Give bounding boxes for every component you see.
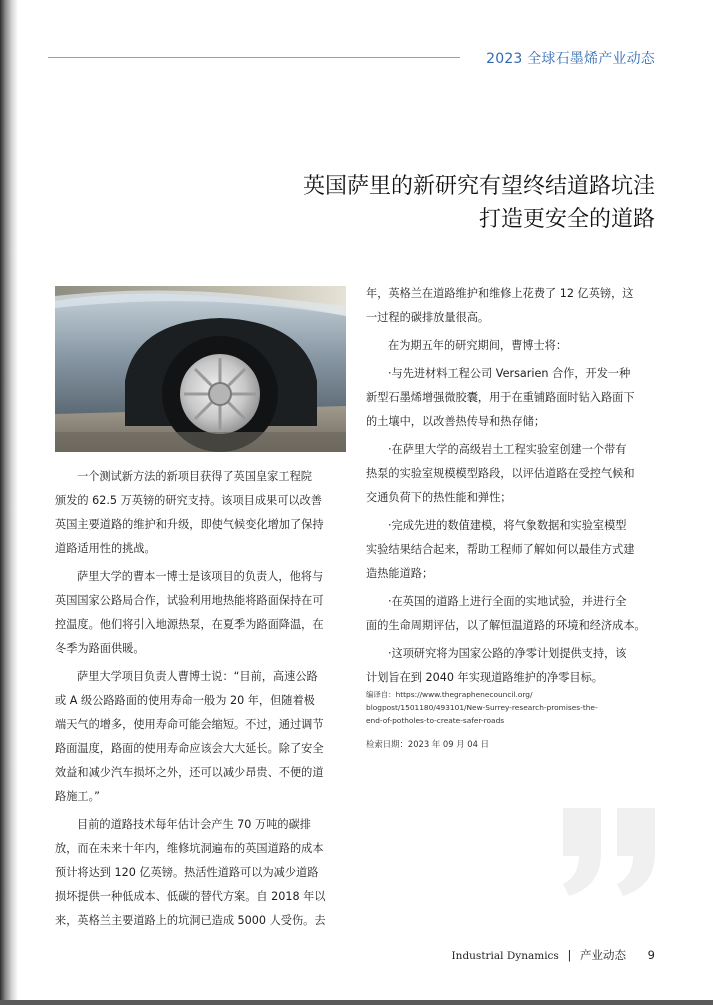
text-line: 一个测试新方法的新项目获得了英国皇家工程院 [77, 470, 312, 483]
header-rule [48, 57, 460, 58]
text-line: ·在萨里大学的高级岩土工程实验室创建一个带有 [388, 443, 627, 456]
body-paragraph [55, 665, 346, 809]
text-line: 实验结果结合起来，帮助工程师了解如何以最佳方式建 [366, 543, 635, 556]
text-line: 放，而在未来十年内，维修坑洞遍布的英国道路的成本 [55, 842, 324, 855]
body-paragraph [55, 565, 346, 661]
text-line: ·在英国的道路上进行全面的实地试验，并进行全 [388, 595, 627, 608]
text-line: 新型石墨烯增强微胶囊，用于在重铺路面时钻入路面下 [366, 391, 635, 404]
article-column-right [366, 282, 656, 694]
article-title-line-1: 英国萨里的新研究有望终结道路坑洼 [302, 174, 655, 199]
text-line: 年，英格兰在道路维护和维修上花费了 12 亿英镑，这 [366, 287, 634, 300]
bullet-item [366, 438, 656, 510]
bullet-item [366, 642, 656, 690]
article-column-left [55, 465, 346, 937]
car-wheel-photo [55, 286, 346, 452]
text-line: 效益和减少汽车损坏之外，还可以减少昂贵、不便的道 [55, 766, 324, 779]
text-line: 萨里大学的曹本一博士是该项目的负责人，他将与 [77, 570, 324, 583]
text-line: 道路适用性的挑战。 [55, 542, 156, 555]
text-line: 面的生命周期评估，以了解恒温道路的环境和经济成本。 [366, 619, 646, 632]
text-line: 热泵的实验室规模模型路段，以评估道路在受控气候和 [366, 467, 635, 480]
text-line: 颁发的 62.5 万英镑的研究支持。该项目成果可以改善 [55, 494, 322, 507]
text-line: 交通负荷下的热性能和弹性； [366, 491, 512, 504]
page-number: 9 [647, 948, 655, 962]
running-header-title: 2023 全球石墨烯产业动态 [486, 51, 655, 67]
bullet-item [366, 362, 656, 434]
text-line: 的土壤中，以改善热传导和热存储； [366, 415, 546, 428]
footer-divider: | [567, 948, 572, 962]
text-line: 损坏提供一种低成本、低碳的替代方案。自 2018 年以 [55, 890, 326, 903]
source-citation [366, 688, 656, 727]
text-line: 冬季为路面供暖。 [55, 642, 145, 655]
bullet-item [366, 514, 656, 586]
article-title-line-2: 打造更安全的道路 [478, 207, 655, 232]
source-line: 编译自：https://www.thegraphenecouncil.org/ [366, 690, 533, 699]
text-line: 计划旨在到 2040 年实现道路维护的净零目标。 [366, 671, 603, 684]
text-line: 萨里大学项目负责人曹博士说：“目前，高速公路 [77, 670, 318, 683]
retrieval-date: 检索日期：2023 年 09 月 04 日 [366, 739, 489, 749]
text-line: 控温度。他们将引入地源热泵，在夏季为路面降温，在 [55, 618, 324, 631]
quote-mark-icon [555, 800, 665, 900]
page-spine-shadow [0, 0, 18, 1005]
source-line: blogpost/1501180/493101/New-Surrey-research-promises-the- [366, 703, 598, 712]
text-line: 目前的道路技术每年估计会产生 70 万吨的碳排 [77, 818, 311, 831]
body-paragraph [55, 465, 346, 561]
page-footer [452, 947, 655, 963]
text-line: 英国主要道路的维护和升级，即使气候变化增加了保持 [55, 518, 324, 531]
body-paragraph [55, 813, 346, 933]
text-line: 英国国家公路局合作，试验利用地热能将路面保持在可 [55, 594, 324, 607]
text-line: ·完成先进的数值建模，将气象数据和实验室模型 [388, 519, 627, 532]
bullet-item [366, 590, 656, 638]
text-line: 路施工。” [55, 790, 100, 803]
text-line: 造热能道路； [366, 567, 434, 580]
text-line: 来，英格兰主要道路上的坑洞已造成 5000 人受伤。去 [55, 914, 326, 927]
text-line: ·这项研究将为国家公路的净零计划提供支持，该 [388, 647, 627, 660]
text-line: 在为期五年的研究期间，曹博士将： [388, 339, 568, 352]
text-line: 端天气的增多，使用寿命可能会缩短。不过，通过调节 [55, 718, 324, 731]
page-bottom-edge [0, 1000, 713, 1005]
article-title [195, 170, 655, 236]
text-line: 或 A 级公路路面的使用寿命一般为 20 年，但随着极 [55, 694, 315, 707]
text-line: 路面温度，路面的使用寿命应该会大大延长。除了安全 [55, 742, 324, 755]
text-line: ·与先进材料工程公司 Versarien 合作，开发一种 [388, 367, 631, 380]
footer-section-cn: 产业动态 [580, 948, 627, 962]
body-paragraph [366, 282, 656, 330]
text-line: 一过程的碳排放量很高。 [366, 311, 490, 324]
car-wheel-illustration [55, 286, 346, 452]
source-line: end-of-potholes-to-create-safer-roads [366, 716, 505, 725]
text-line: 预计将达到 120 亿英镑。热活性道路可以为减少道路 [55, 866, 319, 879]
body-paragraph [366, 334, 656, 358]
footer-section-en: Industrial Dynamics [451, 950, 559, 962]
